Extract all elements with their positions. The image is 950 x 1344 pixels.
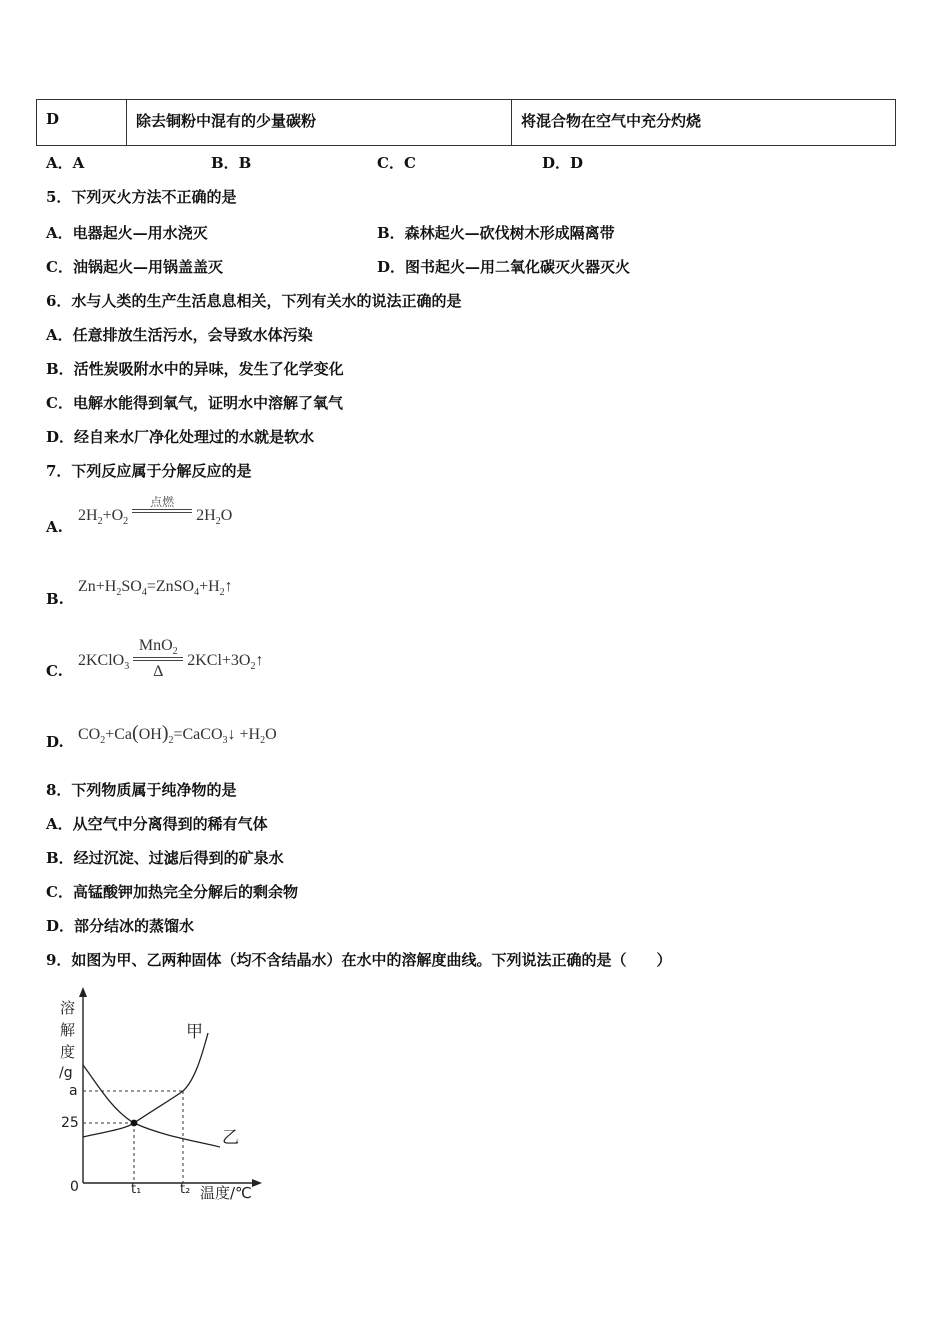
q4-option-b[interactable]: B．B [211, 154, 252, 172]
double-line [133, 657, 183, 661]
q7-equation-c: 2KClO$_3$ MnO$_2$ Δ $2KCl+3O_2↑$ [78, 637, 264, 681]
y-axis-arrow-icon [79, 987, 87, 997]
q8-option-d[interactable]: D．部分结冰的蒸馏水 [46, 917, 195, 935]
q5-option-d[interactable]: D．图书起火—用二氧化碳灭火器灭火 [377, 258, 631, 276]
q8-stem: 8．下列物质属于纯净物的是 [46, 781, 237, 799]
solubility-chart [50, 985, 280, 1210]
q6-stem: 6．水与人类的生产生活息息相关，下列有关水的说法正确的是 [46, 292, 462, 310]
q6-option-b[interactable]: B．活性炭吸附水中的异味，发生了化学变化 [46, 360, 344, 378]
intersection-point [131, 1120, 138, 1127]
double-line [132, 509, 192, 513]
series-label-yi: 乙 [222, 1128, 239, 1148]
q7-equation-a: $2H_2+O_2$ 点燃 $2H_2O$ [78, 495, 233, 528]
q7-option-a-label[interactable]: A. [46, 518, 63, 536]
q7-option-d-label[interactable]: D. [46, 733, 64, 751]
condition-catalyst-heat: MnO$_2$ Δ [133, 657, 183, 661]
q8-option-b[interactable]: B．经过沉淀、过滤后得到的矿泉水 [46, 849, 284, 867]
q6-option-d[interactable]: D．经自来水厂净化处理过的水就是软水 [46, 428, 315, 446]
y-tick-a: a [69, 1083, 78, 1099]
y-axis-label: 溶 解 度 /g [59, 999, 76, 1081]
series-label-jia: 甲 [186, 1022, 203, 1042]
q9-stem: 9．如图为甲、乙两种固体（均不含结晶水）在水中的溶解度曲线。下列说法正确的是（ ） [46, 951, 672, 969]
table-cell-purpose: 除去铜粉中混有的少量碳粉 [127, 100, 512, 145]
y-tick-25: 25 [61, 1115, 79, 1131]
q6-option-c[interactable]: C．电解水能得到氧气，证明水中溶解了氧气 [46, 394, 343, 412]
q6-option-a[interactable]: A．任意排放生活污水，会导致水体污染 [46, 326, 313, 344]
curve-yi [83, 1065, 220, 1147]
x-tick-t1: t₁ [131, 1182, 142, 1197]
q8-option-c[interactable]: C．高锰酸钾加热完全分解后的剩余物 [46, 883, 298, 901]
table-cell-method: 将混合物在空气中充分灼烧 [521, 112, 702, 130]
q4-option-c[interactable]: C．C [377, 154, 416, 172]
answer-table-row [36, 99, 896, 146]
curve-jia [83, 1033, 208, 1137]
q7-option-b-label[interactable]: B. [46, 590, 64, 608]
q7-stem: 7．下列反应属于分解反应的是 [46, 462, 252, 480]
q5-option-b[interactable]: B．森林起火—砍伐树木形成隔离带 [377, 224, 615, 242]
condition-ignite: 点燃 [132, 495, 192, 513]
q5-stem: 5．下列灭火方法不正确的是 [46, 188, 237, 206]
q4-option-d[interactable]: D．D [542, 154, 584, 172]
x-axis-label: 温度/℃ [200, 1184, 252, 1202]
origin-label: 0 [70, 1179, 79, 1195]
q4-option-a[interactable]: A．A [46, 154, 85, 172]
x-axis-arrow-icon [252, 1179, 262, 1187]
q5-option-a[interactable]: A．电器起火—用水浇灭 [46, 224, 208, 242]
x-tick-t2: t₂ [180, 1182, 191, 1197]
q7-option-c-label[interactable]: C. [46, 662, 63, 680]
q5-option-c[interactable]: C．油锅起火—用锅盖盖灭 [46, 258, 223, 276]
q7-equation-b: $Zn+H_2SO_4=ZnSO_4+H_2↑$ [78, 578, 233, 599]
q7-equation-d: $CO_2+Ca(OH)_2=CaCO_3↓ +H_2O$ [78, 722, 277, 747]
table-cell-option: D [37, 100, 127, 145]
q8-option-a[interactable]: A．从空气中分离得到的稀有气体 [46, 815, 268, 833]
